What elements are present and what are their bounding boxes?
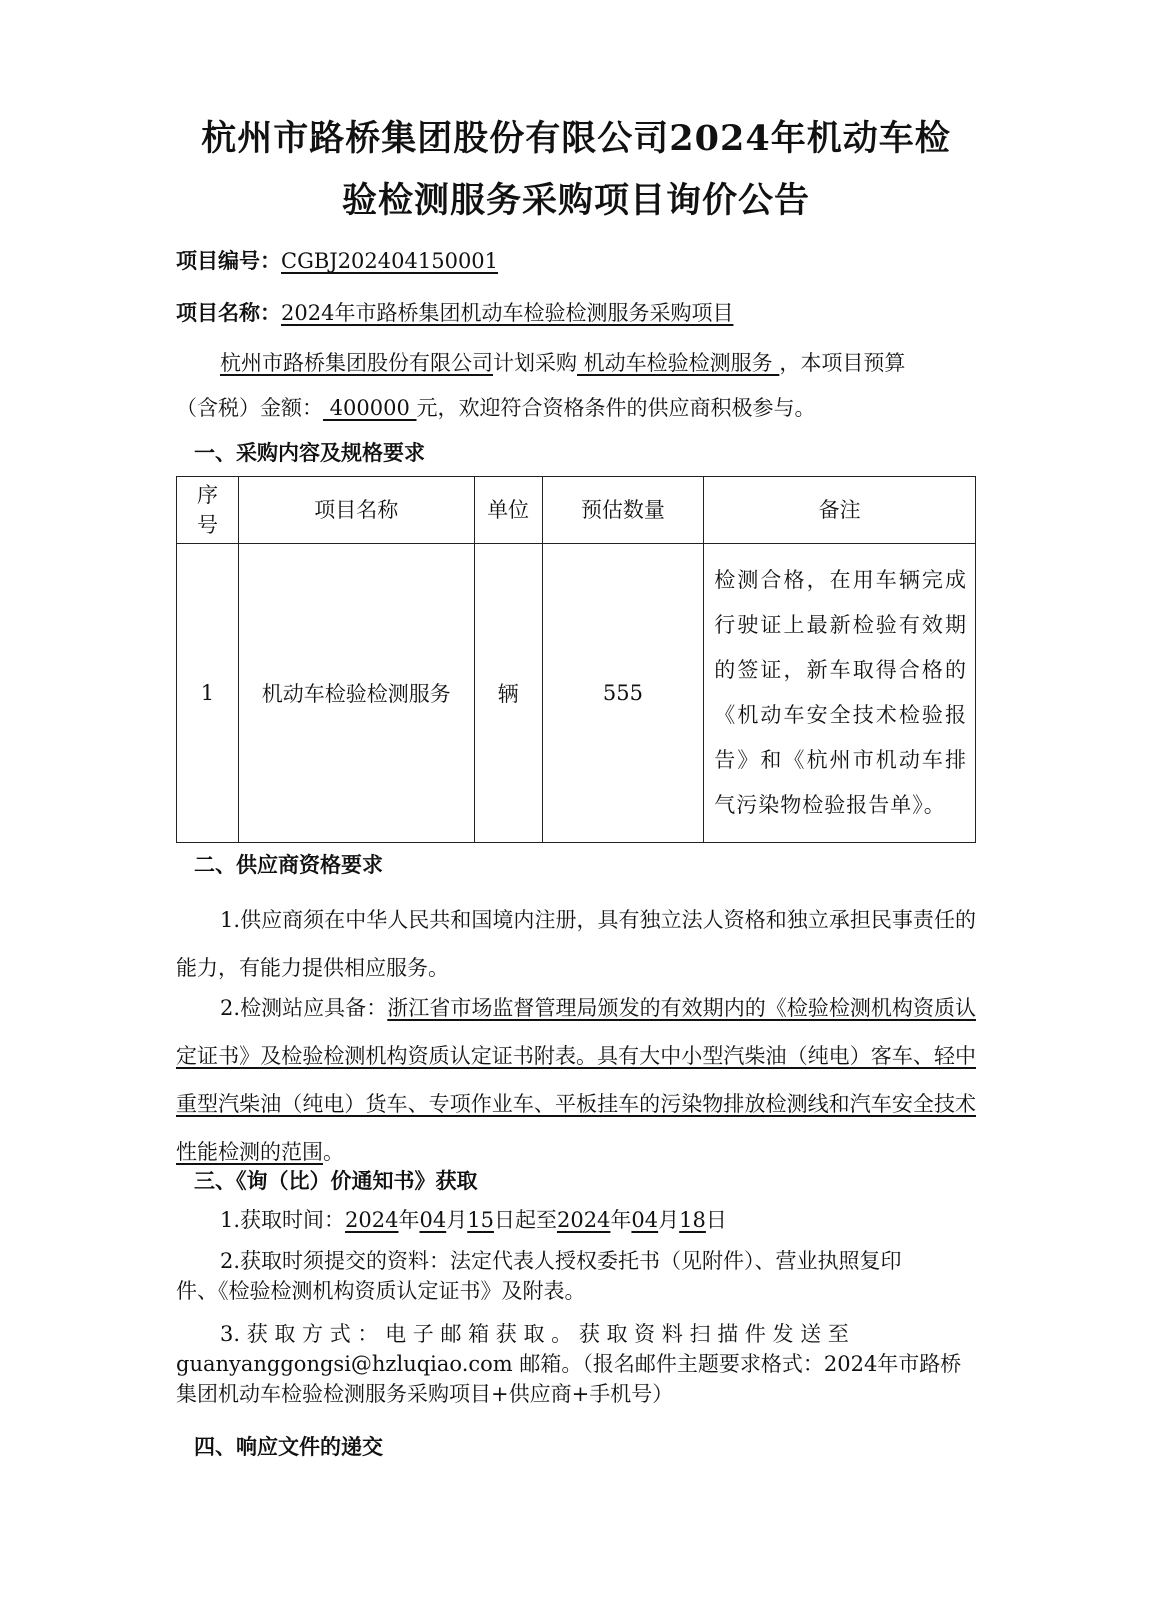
title-line-1: 杭州市路桥集团股份有限公司2024年机动车检 (201, 118, 951, 159)
end-day: 18 (679, 1208, 706, 1232)
section-3-item-2-line-1: 2.获取时须提交的资料：法定代表人授权委托书（见附件）、营业执照复印 (220, 1249, 902, 1273)
start-year: 2024 (345, 1208, 399, 1232)
start-month: 04 (419, 1208, 447, 1232)
document-title (176, 108, 976, 232)
header-remark: 备注 (704, 477, 976, 544)
section-4-heading: 四、响应文件的递交 (194, 1434, 383, 1459)
intro-text-1: 计划采购 (493, 351, 577, 375)
text-day-2: 日 (705, 1208, 727, 1232)
item-2-end: 。 (323, 1140, 344, 1164)
intro-line-1 (220, 348, 976, 378)
section-3-item-1 (220, 1205, 1020, 1235)
text-year-2: 年 (610, 1208, 632, 1232)
text-month-2: 月 (658, 1208, 680, 1232)
section-2-item-2 (176, 984, 976, 1176)
intro-text-3: （含税）金额： (176, 396, 323, 420)
start-day: 15 (467, 1208, 494, 1232)
table-row (177, 544, 976, 843)
text-year: 年 (398, 1208, 420, 1232)
project-name-row (176, 298, 976, 328)
cell-seq: 1 (177, 544, 239, 843)
project-number-row (176, 246, 976, 276)
header-seq: 序号 (177, 477, 239, 544)
cell-unit: 辆 (474, 544, 542, 843)
section-3-heading: 三、《询（比）价通知书》获取 (194, 1168, 478, 1193)
section-2-heading: 二、供应商资格要求 (194, 852, 383, 877)
project-number-label: 项目编号： (176, 248, 281, 273)
budget-amount: 400000 (323, 396, 417, 420)
section-1-heading: 一、采购内容及规格要求 (194, 440, 425, 465)
cell-quantity: 555 (542, 544, 704, 843)
project-name-value: 2024年市路桥集团机动车检验检测服务采购项目 (281, 301, 734, 325)
title-line-2: 验检测服务采购项目询价公告 (341, 180, 810, 221)
intro-service: 机动车检验检测服务 (577, 351, 780, 375)
section-3-item-2-line-2: 件、《检验检测机构资质认定证书》及附表。 (176, 1279, 586, 1303)
intro-line-2 (176, 393, 976, 423)
section-3-item-3-line-3: 集团机动车检验检测服务采购项目+供应商+手机号） (176, 1382, 674, 1406)
time-label: 1.获取时间： (220, 1208, 346, 1232)
intro-company: 杭州市路桥集团股份有限公司 (220, 351, 493, 375)
intro-text-4: 元，欢迎符合资格条件的供应商积极参与。 (416, 396, 816, 420)
text-until: 日起至 (493, 1208, 557, 1232)
section-2-item-1: 1.供应商须在中华人民共和国境内注册，具有独立法人资格和独立承担民事责任的能力，有能力提供相应服务。 (176, 908, 976, 980)
intro-text-2: ，本项目预算 (779, 351, 906, 375)
end-month: 04 (631, 1208, 659, 1232)
section-3-item-3-line-2: guanyanggongsi@hzluqiao.com 邮箱。（报名邮件主题要求格式：2024年市路桥 (176, 1352, 962, 1376)
project-number-value: CGBJ202404150001 (281, 249, 499, 273)
end-year: 2024 (556, 1208, 611, 1232)
item-2-prefix: 2.检测站应具备： (220, 996, 388, 1020)
table-header-row (177, 477, 976, 544)
cell-remark: 检测合格，在用车辆完成行驶证上最新检验有效期的签证，新车取得合格的《机动车安全技术检验报告》和《杭州市机动车排气污染物检验报告单》。 (704, 544, 976, 843)
header-name: 项目名称 (238, 477, 474, 544)
item-2-body: 浙江省市场监督管理局颁发的有效期内的《检验检测机构资质认定证书》及检验检测机构资质认定证书附表。具有大中小型汽柴油（纯电）客车、轻中重型汽柴油（纯电）货车、专项作业车、平板挂车的污染物排放检测线和汽车安全技术性能检测的范围 (176, 996, 976, 1164)
procurement-table (176, 476, 976, 843)
text-month: 月 (446, 1208, 468, 1232)
header-unit: 单位 (474, 477, 542, 544)
project-name-label: 项目名称： (176, 300, 281, 325)
section-3-item-3-line-1: 3. 获 取 方 式 ： 电 子 邮 箱 获 取 。 获 取 资 料 扫 描 件 发 送 至 (220, 1322, 849, 1346)
cell-name: 机动车检验检测服务 (238, 544, 474, 843)
header-quantity: 预估数量 (542, 477, 704, 544)
